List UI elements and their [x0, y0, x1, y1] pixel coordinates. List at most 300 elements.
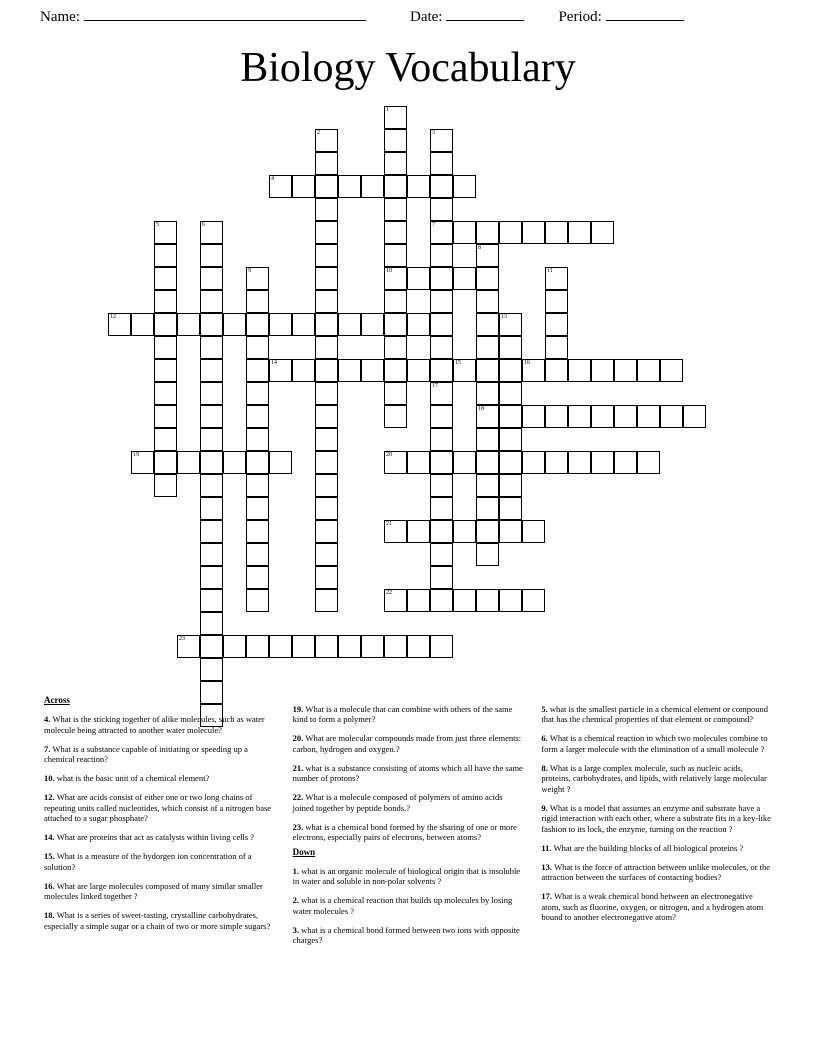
date-field: [410, 8, 524, 26]
grid-cell[interactable]: [476, 474, 499, 497]
grid-cell[interactable]: [384, 106, 407, 129]
grid-cell[interactable]: [430, 175, 453, 198]
grid-cell[interactable]: [683, 405, 706, 428]
grid-cell[interactable]: [453, 520, 476, 543]
grid-cell[interactable]: [315, 198, 338, 221]
grid-cell[interactable]: [476, 451, 499, 474]
grid-cell[interactable]: [246, 543, 269, 566]
grid-cell[interactable]: [499, 497, 522, 520]
grid-cell[interactable]: [315, 382, 338, 405]
grid-cell[interactable]: [246, 382, 269, 405]
grid-cell[interactable]: [476, 290, 499, 313]
grid-cell[interactable]: [384, 267, 407, 290]
grid-cell[interactable]: [591, 359, 614, 382]
grid-cell[interactable]: [246, 566, 269, 589]
clue-number: 21.: [292, 762, 306, 773]
grid-cell[interactable]: [200, 474, 223, 497]
clue-number: 16.: [44, 880, 57, 891]
grid-cell[interactable]: [384, 244, 407, 267]
grid-cell[interactable]: [315, 589, 338, 612]
grid-cell[interactable]: [315, 520, 338, 543]
grid-cell-number: 15: [455, 360, 461, 366]
grid-cell[interactable]: [223, 635, 246, 658]
grid-cell[interactable]: [453, 267, 476, 290]
grid-cell[interactable]: [154, 359, 177, 382]
grid-cell[interactable]: [499, 359, 522, 382]
grid-cell-number: 4: [271, 176, 274, 182]
grid-cell[interactable]: [430, 405, 453, 428]
grid-cell-number: 17: [432, 383, 438, 389]
grid-cell[interactable]: [522, 589, 545, 612]
grid-cell[interactable]: [200, 497, 223, 520]
clue-text: What are large molecules composed of many similar smaller molecules linked together ?: [44, 880, 263, 901]
grid-cell-number: 23: [179, 636, 185, 642]
grid-cell-number: 2: [317, 130, 320, 136]
grid-cell-number: 22: [386, 590, 392, 596]
grid-cell[interactable]: [246, 451, 269, 474]
clue-item: [293, 763, 526, 784]
clue-number: 1.: [292, 865, 302, 876]
grid-cell[interactable]: [315, 152, 338, 175]
clue-text: What is a substance capable of initiating or speeding up a chemical reaction?: [44, 743, 248, 764]
grid-cell[interactable]: [614, 359, 637, 382]
clue-number: 11.: [541, 842, 554, 853]
grid-cell[interactable]: [200, 658, 223, 681]
grid-cell[interactable]: [453, 221, 476, 244]
grid-cell[interactable]: [315, 221, 338, 244]
grid-cell[interactable]: [522, 405, 545, 428]
grid-cell[interactable]: [315, 497, 338, 520]
clue-number: 3.: [292, 924, 302, 935]
grid-cell[interactable]: [384, 290, 407, 313]
clue-item: [541, 862, 774, 883]
grid-cell[interactable]: [476, 520, 499, 543]
grid-cell[interactable]: [315, 129, 338, 152]
grid-cell[interactable]: [223, 313, 246, 336]
grid-cell[interactable]: [430, 497, 453, 520]
grid-cell[interactable]: [545, 405, 568, 428]
grid-cell[interactable]: [154, 382, 177, 405]
grid-cell[interactable]: [384, 175, 407, 198]
crossword-grid[interactable]: [0, 106, 816, 676]
clue-text: what is a chemical bond formed by the sharing of one or more electrons, especially pairs of electrons, between atoms?: [292, 821, 517, 842]
grid-cell-number: 14: [271, 360, 277, 366]
clue-item: [293, 866, 526, 887]
grid-cell[interactable]: [384, 405, 407, 428]
clue-item: [293, 895, 526, 916]
period-field: [558, 8, 683, 26]
grid-cell[interactable]: [430, 359, 453, 382]
grid-cell[interactable]: [200, 359, 223, 382]
clue-number: 6.: [541, 733, 550, 743]
clue-text: What are the building blocks of all biological proteins ?: [553, 842, 744, 853]
grid-cell[interactable]: [430, 428, 453, 451]
grid-cell[interactable]: [315, 359, 338, 382]
grid-cell[interactable]: [384, 336, 407, 359]
clue-text: What is the sticking together of alike molecules, such as water molecule being attracted to another water molecule?: [44, 714, 265, 735]
grid-cell[interactable]: [269, 451, 292, 474]
date-write-line[interactable]: [446, 8, 524, 21]
grid-cell[interactable]: [430, 313, 453, 336]
grid-cell[interactable]: [200, 405, 223, 428]
grid-cell[interactable]: [154, 313, 177, 336]
clue-text: what is the smallest particle in a chemical element or compound that has the chemical properties of that element or compound?: [541, 703, 768, 724]
grid-cell[interactable]: [315, 175, 338, 198]
clue-number: 22.: [292, 792, 306, 802]
grid-cell[interactable]: [200, 589, 223, 612]
grid-cell-number: 12: [110, 314, 116, 320]
grid-cell[interactable]: [315, 405, 338, 428]
grid-cell[interactable]: [430, 382, 453, 405]
grid-cell[interactable]: [384, 221, 407, 244]
grid-cell[interactable]: [453, 175, 476, 198]
grid-cell[interactable]: [384, 313, 407, 336]
grid-cell[interactable]: [476, 405, 499, 428]
grid-cell[interactable]: [384, 382, 407, 405]
grid-cell[interactable]: [591, 221, 614, 244]
clue-number: 7.: [44, 743, 53, 754]
period-label: Period:: [558, 9, 602, 25]
grid-cell[interactable]: [154, 244, 177, 267]
grid-cell[interactable]: [177, 635, 200, 658]
grid-cell-number: 3: [432, 130, 435, 136]
clue-number: 5.: [541, 703, 550, 714]
grid-cell[interactable]: [292, 175, 315, 198]
clue-number: 14.: [44, 832, 57, 842]
grid-cell[interactable]: [315, 566, 338, 589]
clue-text: What is a chemical reaction in which two molecules combine to form a larger molecule with the elimination of a small molecule ?: [541, 733, 768, 754]
grid-cell-number: 5: [156, 222, 159, 228]
grid-cell[interactable]: [315, 543, 338, 566]
clue-item: [44, 744, 277, 765]
down-heading: Down: [292, 846, 316, 857]
grid-cell[interactable]: [430, 290, 453, 313]
grid-cell[interactable]: [476, 244, 499, 267]
grid-cell[interactable]: [476, 313, 499, 336]
grid-cell[interactable]: [614, 451, 637, 474]
grid-cell[interactable]: [568, 359, 591, 382]
grid-cell[interactable]: [499, 313, 522, 336]
page-title: Biology Vocabulary: [240, 45, 576, 91]
grid-cell[interactable]: [614, 405, 637, 428]
grid-cell[interactable]: [660, 359, 683, 382]
clue-text: What are molecular compounds made from just three elements: carbon, hydrogen and oxygen.?: [292, 733, 522, 754]
grid-cell[interactable]: [522, 520, 545, 543]
grid-cell[interactable]: [476, 543, 499, 566]
grid-cell[interactable]: [177, 313, 200, 336]
grid-cell[interactable]: [200, 382, 223, 405]
clue-item: [293, 822, 526, 843]
grid-cell[interactable]: [430, 152, 453, 175]
across-heading: Across: [44, 695, 70, 705]
grid-cell[interactable]: [108, 313, 131, 336]
grid-cell[interactable]: [200, 451, 223, 474]
grid-cell[interactable]: [545, 221, 568, 244]
grid-cell[interactable]: [154, 290, 177, 313]
grid-cell[interactable]: [407, 589, 430, 612]
grid-cell[interactable]: [476, 221, 499, 244]
grid-cell-number: 18: [478, 406, 484, 412]
grid-cell[interactable]: [246, 635, 269, 658]
clue-item: [293, 925, 526, 946]
grid-cell[interactable]: [315, 474, 338, 497]
grid-cell[interactable]: [315, 244, 338, 267]
grid-cell[interactable]: [568, 405, 591, 428]
grid-cell[interactable]: [200, 635, 223, 658]
grid-cell[interactable]: [476, 359, 499, 382]
clue-text: what is a chemical bond formed between two ions with opposite charges?: [292, 924, 520, 945]
grid-cell[interactable]: [499, 520, 522, 543]
clue-number: 12.: [44, 792, 57, 802]
grid-cell[interactable]: [499, 428, 522, 451]
clue-item: [541, 803, 774, 835]
grid-cell[interactable]: [430, 336, 453, 359]
grid-cell[interactable]: [545, 267, 568, 290]
grid-cell[interactable]: [131, 313, 154, 336]
grid-cell[interactable]: [384, 359, 407, 382]
grid-cell[interactable]: [200, 244, 223, 267]
grid-cell[interactable]: [453, 451, 476, 474]
grid-cell[interactable]: [545, 290, 568, 313]
grid-cell[interactable]: [384, 451, 407, 474]
grid-cell[interactable]: [499, 474, 522, 497]
clue-item: [44, 851, 277, 872]
grid-cell[interactable]: [246, 359, 269, 382]
clue-item: [541, 891, 774, 923]
grid-cell[interactable]: [200, 221, 223, 244]
grid-cell[interactable]: [315, 635, 338, 658]
grid-cell[interactable]: [223, 451, 246, 474]
grid-cell[interactable]: [430, 244, 453, 267]
grid-cell[interactable]: [246, 290, 269, 313]
grid-cell[interactable]: [499, 336, 522, 359]
grid-cell[interactable]: [246, 405, 269, 428]
clue-number: 19.: [292, 703, 306, 714]
grid-cell[interactable]: [361, 635, 384, 658]
clue-number: 18.: [44, 910, 57, 920]
grid-cell[interactable]: [430, 198, 453, 221]
clue-number: 23.: [292, 821, 306, 832]
grid-cell[interactable]: [499, 382, 522, 405]
grid-cell[interactable]: [499, 589, 522, 612]
grid-cell[interactable]: [154, 428, 177, 451]
grid-cell[interactable]: [430, 543, 453, 566]
grid-cell[interactable]: [499, 451, 522, 474]
grid-cell[interactable]: [545, 359, 568, 382]
grid-cell[interactable]: [430, 474, 453, 497]
grid-cell[interactable]: [568, 451, 591, 474]
grid-cell-number: 7: [432, 222, 435, 228]
grid-cell[interactable]: [200, 267, 223, 290]
grid-cell[interactable]: [315, 336, 338, 359]
grid-cell[interactable]: [430, 267, 453, 290]
grid-cell[interactable]: [154, 221, 177, 244]
clue-item: [293, 792, 526, 813]
grid-cell[interactable]: [246, 589, 269, 612]
clue-text: What are proteins that act as catalysts within living cells ?: [56, 832, 255, 842]
clue-number: 20.: [292, 733, 306, 743]
grid-cell[interactable]: [384, 589, 407, 612]
grid-cell[interactable]: [522, 221, 545, 244]
grid-cell[interactable]: [568, 221, 591, 244]
clue-number: 8.: [541, 762, 550, 773]
grid-cell[interactable]: [131, 451, 154, 474]
grid-cell[interactable]: [545, 451, 568, 474]
grid-cell[interactable]: [200, 313, 223, 336]
grid-cell[interactable]: [292, 313, 315, 336]
clue-number: 9.: [541, 802, 550, 813]
grid-cell[interactable]: [200, 336, 223, 359]
name-write-line[interactable]: [84, 8, 366, 21]
grid-cell[interactable]: [384, 198, 407, 221]
grid-cell[interactable]: [200, 543, 223, 566]
grid-cell-number: 1: [386, 107, 389, 113]
grid-cell[interactable]: [407, 267, 430, 290]
grid-cell[interactable]: [246, 428, 269, 451]
grid-cell[interactable]: [453, 359, 476, 382]
grid-cell[interactable]: [660, 405, 683, 428]
grid-cell[interactable]: [200, 290, 223, 313]
grid-cell[interactable]: [200, 566, 223, 589]
grid-cell[interactable]: [384, 635, 407, 658]
grid-cell[interactable]: [154, 336, 177, 359]
grid-cell[interactable]: [591, 405, 614, 428]
grid-cell[interactable]: [315, 451, 338, 474]
clue-text: what is a chemical reaction that builds up molecules by losing water molecules ?: [292, 895, 513, 916]
grid-cell[interactable]: [246, 520, 269, 543]
grid-cell[interactable]: [407, 451, 430, 474]
grid-cell[interactable]: [430, 221, 453, 244]
grid-cell[interactable]: [430, 589, 453, 612]
clue-text: What is a molecule composed of polymers of amino acids joined together by peptide bonds.?: [292, 792, 503, 813]
clue-text: What is a series of sweet-tasting, crystalline carbohydrates, especially a simple sugar or a chain of two or more simple sugars?: [44, 910, 271, 931]
name-label: Name:: [40, 9, 80, 25]
grid-cell[interactable]: [315, 313, 338, 336]
grid-cell[interactable]: [315, 428, 338, 451]
grid-cell[interactable]: [338, 313, 361, 336]
grid-cell[interactable]: [200, 428, 223, 451]
grid-cell[interactable]: [246, 336, 269, 359]
grid-cell[interactable]: [361, 313, 384, 336]
clue-number: 10.: [44, 773, 57, 783]
grid-cell[interactable]: [430, 566, 453, 589]
grid-cell[interactable]: [453, 589, 476, 612]
grid-cell[interactable]: [384, 520, 407, 543]
clue-text: What is a weak chemical bond between an electronegative atom, such as fluorine, oxygen, or nitrogen, and a hydrogen atom bound to another electronegative atom?: [541, 891, 764, 922]
grid-cell[interactable]: [292, 359, 315, 382]
grid-cell[interactable]: [384, 129, 407, 152]
clue-item: [44, 773, 277, 784]
grid-cell[interactable]: [499, 221, 522, 244]
grid-cell[interactable]: [499, 405, 522, 428]
grid-cell[interactable]: [407, 313, 430, 336]
clue-item: [44, 910, 277, 931]
grid-cell[interactable]: [545, 336, 568, 359]
grid-cell[interactable]: [522, 451, 545, 474]
grid-cell-number: 21: [386, 521, 392, 527]
grid-cell[interactable]: [361, 359, 384, 382]
grid-cell[interactable]: [315, 267, 338, 290]
grid-cell[interactable]: [154, 267, 177, 290]
clue-number: 13.: [541, 861, 555, 872]
grid-cell[interactable]: [361, 175, 384, 198]
grid-cell[interactable]: [430, 451, 453, 474]
grid-cell[interactable]: [407, 359, 430, 382]
grid-cell[interactable]: [269, 175, 292, 198]
grid-cell[interactable]: [522, 359, 545, 382]
clue-number: 2.: [292, 895, 302, 905]
grid-cell[interactable]: [545, 313, 568, 336]
clue-item: [44, 792, 277, 824]
grid-cell[interactable]: [476, 428, 499, 451]
grid-cell[interactable]: [476, 497, 499, 520]
grid-cell-number: 8: [478, 245, 481, 251]
grid-cell[interactable]: [430, 129, 453, 152]
grid-cell[interactable]: [384, 152, 407, 175]
grid-cell[interactable]: [476, 589, 499, 612]
grid-cell[interactable]: [246, 313, 269, 336]
period-write-line[interactable]: [606, 8, 684, 21]
grid-cell[interactable]: [200, 612, 223, 635]
grid-cell[interactable]: [269, 313, 292, 336]
clue-text: what is the basic unit of a chemical element?: [56, 773, 210, 783]
grid-cell[interactable]: [476, 267, 499, 290]
grid-cell[interactable]: [292, 635, 315, 658]
grid-cell[interactable]: [476, 382, 499, 405]
grid-cell[interactable]: [591, 451, 614, 474]
grid-cell[interactable]: [154, 451, 177, 474]
clue-text: what is a substance consisting of atoms which all have the same number of protons?: [292, 762, 523, 783]
grid-cell[interactable]: [269, 635, 292, 658]
grid-cell[interactable]: [154, 405, 177, 428]
grid-cell[interactable]: [246, 497, 269, 520]
grid-cell[interactable]: [637, 405, 660, 428]
grid-cell[interactable]: [637, 359, 660, 382]
grid-cell[interactable]: [476, 336, 499, 359]
grid-cell[interactable]: [407, 175, 430, 198]
grid-cell[interactable]: [269, 359, 292, 382]
grid-cell-number: 11: [547, 268, 553, 274]
clue-number: 15.: [44, 851, 57, 861]
grid-cell-number: 10: [386, 268, 392, 274]
grid-cell[interactable]: [338, 359, 361, 382]
grid-cell[interactable]: [637, 451, 660, 474]
clue-column-2: [293, 695, 526, 950]
grid-cell[interactable]: [407, 635, 430, 658]
grid-cell[interactable]: [315, 290, 338, 313]
grid-cell[interactable]: [407, 520, 430, 543]
grid-cell[interactable]: [246, 474, 269, 497]
grid-cell[interactable]: [338, 175, 361, 198]
grid-cell[interactable]: [200, 520, 223, 543]
grid-cell[interactable]: [338, 635, 361, 658]
clue-number: 4.: [44, 714, 53, 724]
clue-item: [293, 704, 526, 725]
clue-column-3: [541, 695, 774, 950]
clue-item: [541, 733, 774, 754]
grid-cell-number: 9: [248, 268, 251, 274]
clue-column-1: [44, 695, 277, 950]
clue-item: [293, 733, 526, 754]
grid-cell[interactable]: [154, 474, 177, 497]
clue-item: [44, 832, 277, 843]
clue-text: What is a model that assumes an enzyme and substrate have a rigid interaction with each other, where a substrate fits in a key-like fashion to its lock, the enzyme, turning on the reaction ?: [541, 802, 771, 834]
clue-text: what is an organic molecule of biological origin that is insoluble in water and soluble in non-polar solvents ?: [292, 865, 521, 886]
grid-cell[interactable]: [177, 451, 200, 474]
grid-cell[interactable]: [430, 635, 453, 658]
grid-cell[interactable]: [430, 520, 453, 543]
grid-cell[interactable]: [246, 267, 269, 290]
